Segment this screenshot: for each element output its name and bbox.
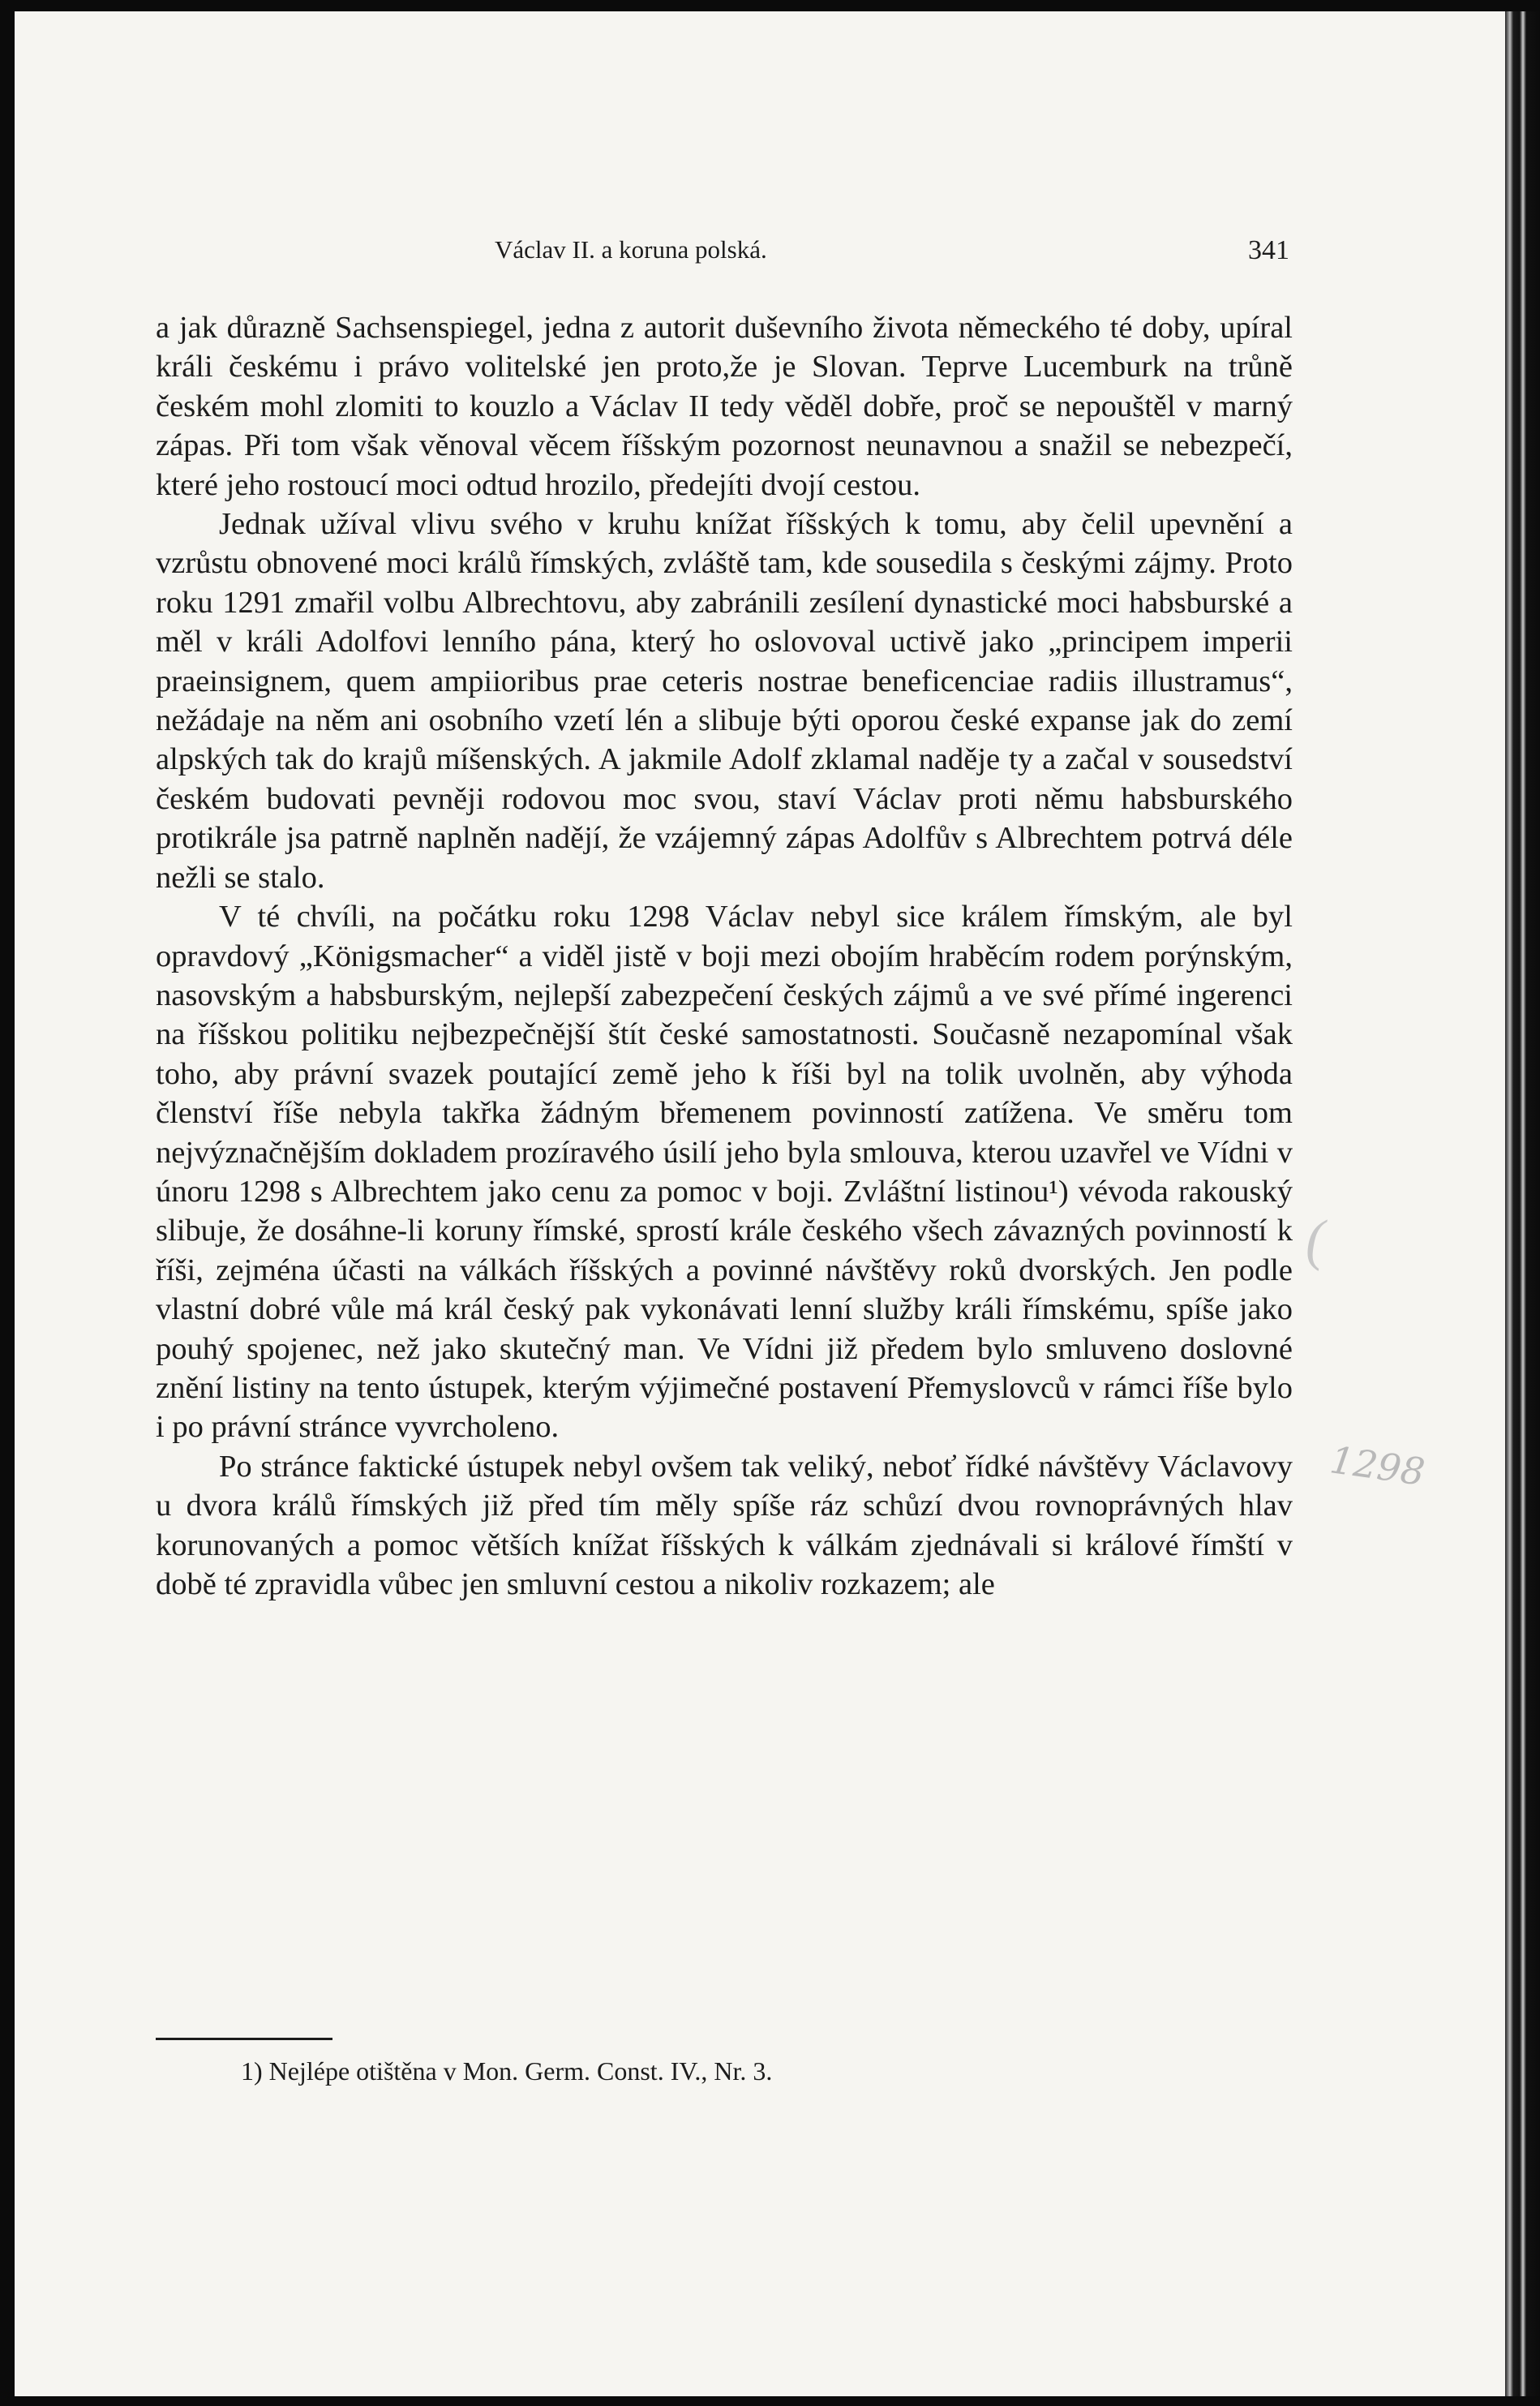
footnote bbox=[241, 2056, 1214, 2086]
margin-bracket-mark: ( bbox=[1306, 1209, 1325, 1272]
handwritten-margin-note: 1298 bbox=[1327, 1437, 1428, 1494]
book-spine bbox=[1505, 11, 1540, 2396]
paragraph: a jak důrazně Sachsenspiegel, jedna z autorit duševního života německého té doby, upíral králi českému i právo volitelské jen proto,že je Slovan. Teprve Lucemburk na trůně českém mohl zlomiti to kouzlo a Václav II tedy věděl dobře, proč se nepouštěl v marný zápas. Při tom však věnoval věcem říšským pozornost neunavnou a snažil se nebezpečí, které jeho rostoucí moci odtud hrozilo, předejíti dvojí cestou. bbox=[156, 311, 1293, 502]
running-header bbox=[142, 235, 1298, 271]
paragraph: Jednak užíval vlivu svého v kruhu knížat říšských k tomu, aby čelil upevnění a vzrůstu obnovené moci králů římských, zvláště tam, kde sousedila s českými zájmy. Proto roku 1291 zmařil volbu Albrechtovu, aby zabránili zesílení dynastické moci habsburské a měl v králi Adolfovi lenního pána, který ho oslovoval uctivě jako „principem imperii praeinsignem, quem ampiioribus prae ceteris nostrae beneficenciae radiis illustramus“, nežádaje na něm ani osobního vzetí lén a slibuje býti oporou české expanse jak do zemí alpských tak do krajů míšenských. A jakmile Adolf zklamal naděje ty a začal v sousedství českém budovati pevněji rodovou moc svou, staví Václav proti němu habsburského protikrále jsa patrně naplněn nadějí, že vzájemný zápas Adolfův s Albrechtem potrvá déle nežli se stalo. bbox=[156, 507, 1293, 895]
footnote-rule bbox=[156, 2038, 332, 2040]
footnote-marker: 1) bbox=[241, 2056, 263, 2086]
footnote-text: Nejlépe otištěna v Mon. Germ. Const. IV., Nr. 3. bbox=[268, 2056, 773, 2086]
chapter-title: Václav II. a koruna polská. bbox=[495, 235, 767, 264]
paragraph: V té chvíli, na počátku roku 1298 Václav nebyl sice králem římským, ale byl opravdový „Königsmacher“ a viděl jistě v boji mezi obojím hraběcím rodem porýnským, nasovským a habsburským, nejlepší zabezpečení českých zájmů a ve své přímé ingerenci na říšskou politiku nejbezpečnější štít české samostatnosti. Současně nezapomínal však toho, aby právní svazek poutající země jeho k říši byl na tolik uvolněn, aby výhoda členství říše nebyla takřka žádným břemenem povinností zatížena. Ve směru tom nejvýznačnějším dokladem prozíravého úsilí jeho byla smlouva, kterou uzavřel ve Vídni v únoru 1298 s Albrechtem jako cenu za pomoc v boji. Zvláštní listinou¹) vévoda rakouský slibuje, že dosáhne-li koruny římské, sprostí krále českého všech závazných povinností k říši, zejména účasti na válkách říšských a povinné návštěvy roků dvorských. Jen podle vlastní dobré vůle má král český pak vykonávati lenní služby králi římskému, spíše jako pouhý spojenec, než jako skutečný man. Ve Vídni již předem bylo smluveno doslovné znění listiny na tento ústupek, kterým výjimečné postavení Přemyslovců v rámci říše bylo i po právní stránce vyvrcholeno. bbox=[156, 900, 1293, 1445]
main-text bbox=[156, 308, 1293, 1604]
paragraph: Po stránce faktické ústupek nebyl ovšem tak veliký, neboť řídké návštěvy Václavovy u dvora králů římských již před tím měly spíše ráz schůzí dvou rovnoprávných hlav korunovaných a pomoc větších knížat říšských k válkám zjednávali si králové římští v době té zpravidla vůbec jen smluvní cestou a nikoliv rozkazem; ale bbox=[156, 1449, 1293, 1601]
page-number: 341 bbox=[1248, 235, 1289, 265]
